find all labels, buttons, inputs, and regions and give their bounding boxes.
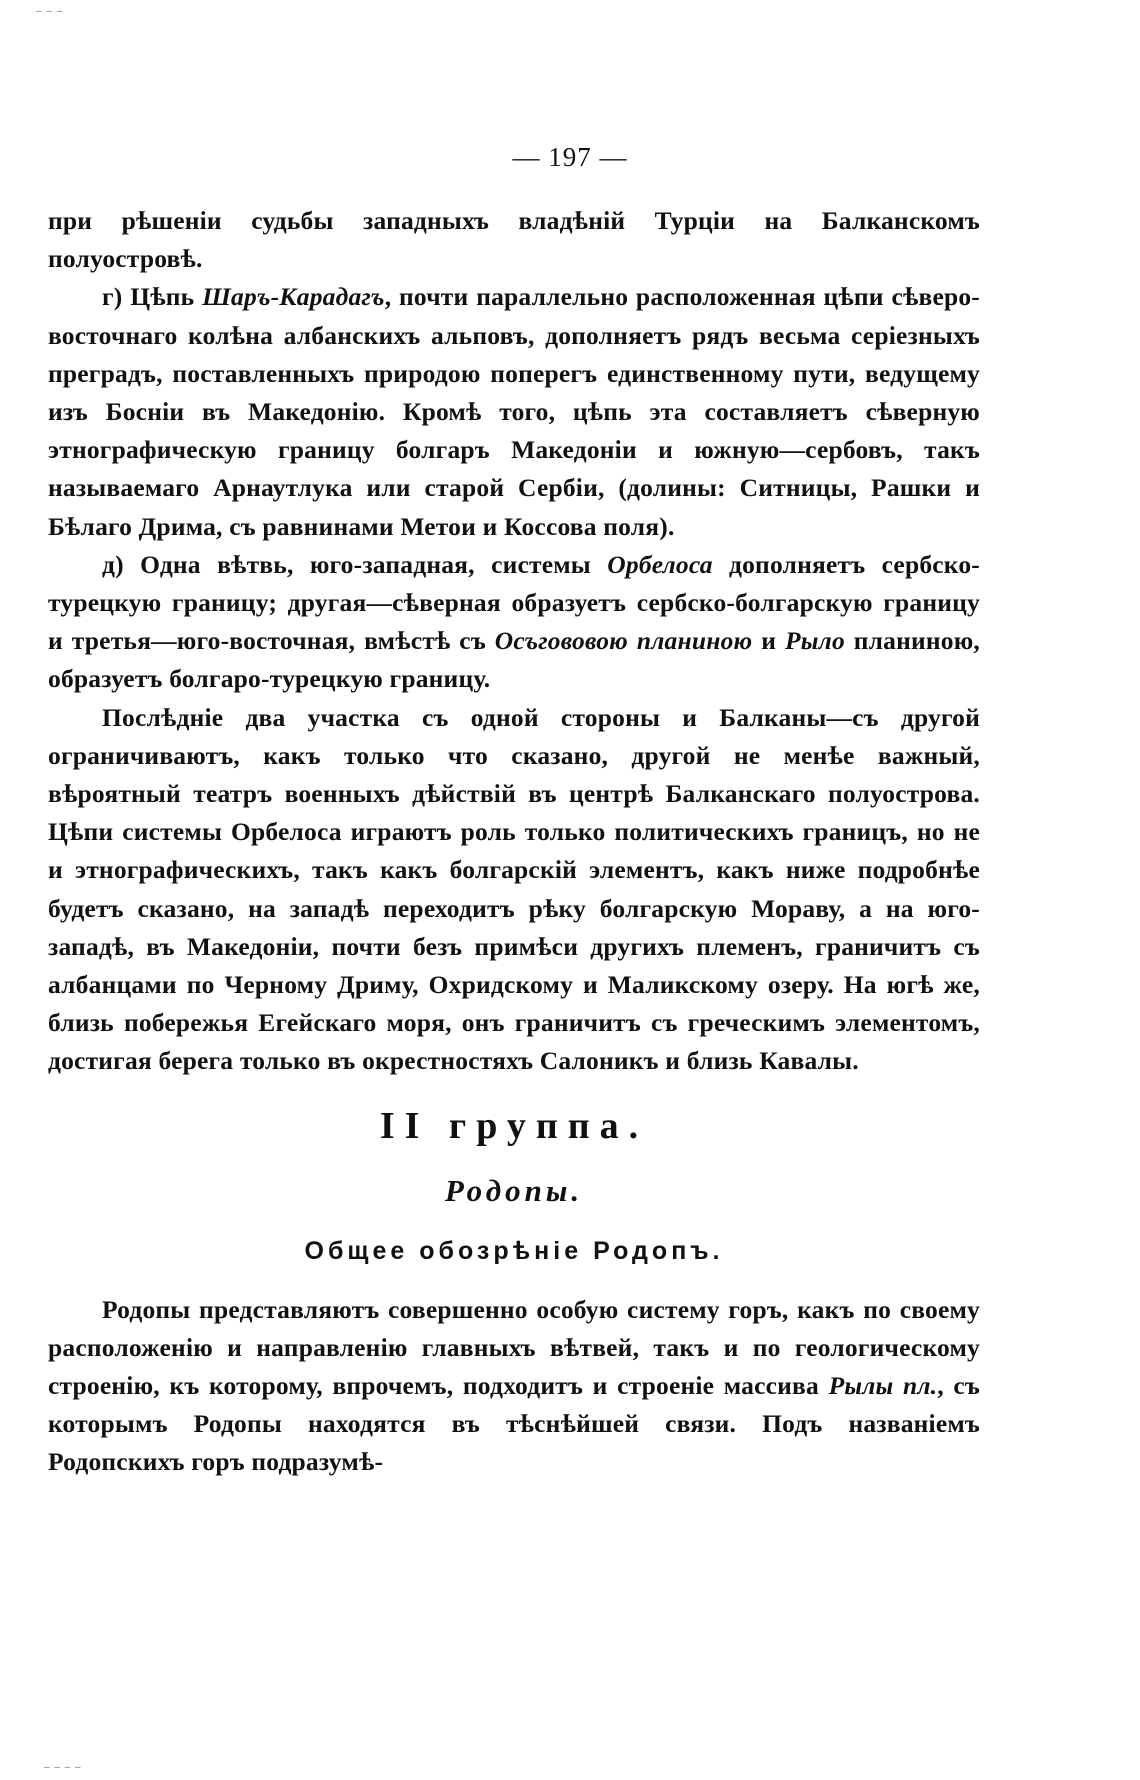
italic-term: Орбелоса <box>607 549 713 579</box>
paragraph-text: , съ которымъ Родопы находятся въ тѣснѣйшей связи. Подъ названіемъ Родопскихъ горъ подразумѣ- <box>48 1371 980 1477</box>
paragraph-orbelos <box>48 546 980 699</box>
page-body <box>48 202 980 1482</box>
italic-term: Рыло <box>784 626 845 656</box>
section-heading: Общее обозрѣніе Родопъ. <box>304 1236 724 1265</box>
paragraph-text: , почти параллельно расположенная цѣпи сѣверо-восточнаго колѣна албанскихъ альповъ, дополняетъ рядъ весьма серіезныхъ преградъ, поставленныхъ природою поперегъ единственному пути, ведущему изъ Босніи въ Македонію. Кромѣ того, цѣпь эта составляетъ сѣверную этнографическую границу болгаръ Македоніи и южную—сербовъ, такъ называемаго Арнаутлука или старой Сербіи, (долины: Ситницы, Рашки и Бѣлаго Дрима, съ равнинами Метои и Коссова поля). <box>48 282 980 541</box>
paragraph-text: планиною, образуетъ болгаро-турецкую границу. <box>48 626 980 694</box>
paragraph-text: Родопы представляютъ совершенно особую систему горъ, какъ по своему расположенію и направленію главныхъ вѣтвей, такъ и по геологическому строенію, къ которому, впрочемъ, подходитъ и строеніе массива <box>48 1294 980 1401</box>
paragraph-continuation: при рѣшеніи судьбы западныхъ владѣній Турціи на Балканскомъ полуостровѣ. <box>48 206 980 274</box>
paragraph-rodopy-overview <box>48 1291 980 1482</box>
group-heading: II группа. <box>379 1104 649 1147</box>
paragraph-theatre: Послѣдніе два участка съ одной стороны и Балканы—съ другой ограничиваютъ, какъ только что сказано, другой не менѣе важный, вѣроятный театръ военныхъ дѣйствій въ центрѣ Балканскаго полуострова. Цѣпи системы Орбелоса играютъ роль только политическихъ границъ, но не и этнографическихъ, такъ какъ болгарскій элементъ, какъ ниже подробнѣе будетъ сказано, на западѣ переходитъ рѣку болгарскую Мораву, а на юго-западѣ, въ Македоніи, почти безъ примѣси другихъ племенъ, граничитъ съ албанцами по Черному Дриму, Охридскому и Маликскому озеру. На югѣ же, близь побережья Егейскаго моря, онъ граничитъ съ греческимъ элементомъ, достигая берега только въ окрестностяхъ Салоникъ и близь Кавалы. <box>48 702 980 1076</box>
paragraph-text: дополняетъ сербско-турецкую границу; другая—сѣверная образуетъ сербско-болгарскую границу и третья—юго-восточная, вмѣстѣ съ <box>48 549 980 656</box>
paragraph-shar-karadag <box>48 278 980 545</box>
scan-margin-mark-bottom: ‒ ‒ ‒ ‒ <box>44 1762 82 1773</box>
paragraph-text: г) Цѣпь <box>102 282 203 312</box>
italic-term: Шаръ-Карадагъ <box>202 282 385 312</box>
italic-term: Рылы пл. <box>828 1371 938 1401</box>
paragraph-text: и <box>752 626 785 656</box>
subheading-rodopy: Родопы. <box>444 1172 584 1208</box>
scan-margin-mark-top: ‒ ‒ ‒ <box>36 6 64 17</box>
paragraph-text: д) Одна вѣтвь, юго-западная, системы <box>102 549 608 579</box>
italic-term: Осъгововою планиною <box>494 626 753 656</box>
page-number: — 197 — <box>512 142 628 172</box>
